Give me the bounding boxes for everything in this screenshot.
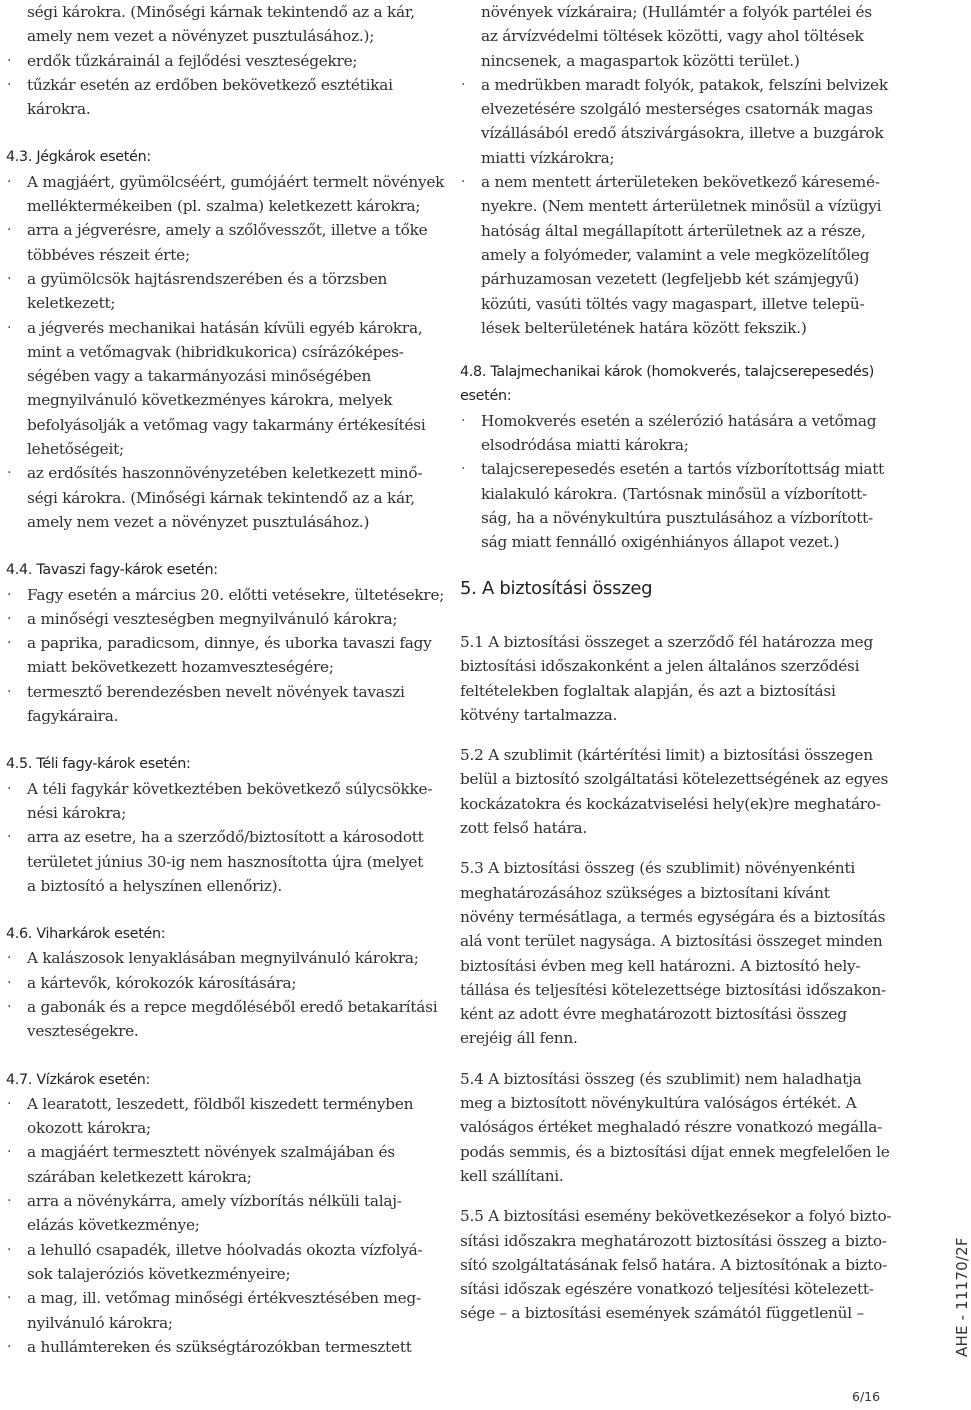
paragraph-line: kell szállítani. bbox=[460, 1166, 564, 1185]
paragraph-gap bbox=[6, 534, 436, 558]
continuation-line: kialakuló károkra. (Tartósnak minősül a vízborított- bbox=[481, 484, 867, 503]
bullet-line: · erdők tűzkárainál a fejlődési veszteségekre; bbox=[6, 49, 436, 73]
paragraph-line: valóságos értéket meghaladó részre vonatkozó megálla- bbox=[460, 1118, 883, 1137]
bullet-line: · A kalászosok lenyaklásában megnyilvánuló károkra; bbox=[6, 946, 436, 970]
paragraph-line: kockázatokra és kockázatviselési hely(ek)re meghatáro- bbox=[460, 794, 881, 813]
continuation-line: sok talajeróziós következményeire; bbox=[27, 1264, 291, 1283]
continuation-line: elázás következménye; bbox=[27, 1216, 200, 1235]
continuation-line: elvezetésére szolgáló mesterséges csatornák magas bbox=[481, 100, 873, 119]
paragraph-gap bbox=[6, 898, 436, 922]
paragraph-gap bbox=[460, 1051, 888, 1067]
continuation-line: párhuzamosan vezetett (legfeljebb két számjegyű) bbox=[481, 270, 860, 289]
bullet-line: · arra az esetre, ha a szerződő/biztosított a károsodott bbox=[6, 825, 436, 849]
continuation-line: ság miatt fennálló oxigénhiányos állapot vezet.) bbox=[481, 533, 840, 552]
paragraph-line: 5.1 A biztosítási összeget a szerződő fél határozza meg bbox=[460, 633, 874, 651]
right-column-bottom bbox=[460, 630, 892, 1326]
bullet-line: · termesztő berendezésben nevelt növények tavaszi bbox=[6, 680, 436, 704]
bullet-line: · a medrükben maradt folyók, patakok, felszíni belvizek bbox=[460, 73, 888, 97]
bullet-line: · a minőségi veszteségben megnyilvánuló károkra; bbox=[6, 607, 436, 631]
continuation-line: melléktermékeiben (pl. szalma) keletkezett károkra; bbox=[27, 197, 421, 216]
continuation-line: fagykáraira. bbox=[27, 707, 119, 726]
continuation-line: miatt bekövetkezett hozamveszteségére; bbox=[27, 658, 334, 677]
continuation-line: károkra. bbox=[27, 100, 91, 119]
bullet-line: · a mag, ill. vetőmag minőségi értékvesztésében meg- bbox=[6, 1286, 436, 1310]
continuation-line: nési károkra; bbox=[27, 803, 127, 822]
paragraph-gap bbox=[460, 727, 888, 743]
paragraph-line: meghatározásához szükséges a biztosítani kívánt bbox=[460, 883, 830, 902]
paragraph-line: 5.4 A biztosítási összeg (és szublimit) nem haladhatja bbox=[460, 1069, 862, 1088]
continuation-line: megnyilvánuló következményes károkra, melyek bbox=[27, 391, 393, 410]
continuation-line: szárában keletkezett károkra; bbox=[27, 1167, 252, 1186]
paragraph-gap bbox=[460, 840, 888, 856]
continuation-line: mint a vetőmagvak (hibridkukorica) csírázóképes- bbox=[27, 342, 404, 361]
continuation-line: többéves részeit érte; bbox=[27, 245, 190, 264]
bullet-line: · A learatott, leszedett, földből kiszedett terményben bbox=[6, 1092, 436, 1116]
paragraph-line: belül a biztosító szolgáltatási kötelezettségének az egyes bbox=[460, 770, 889, 789]
bullet-line: · A magjáért, gyümölcséért, gumójáért termelt növények bbox=[6, 170, 436, 194]
bullet-line: · a magjáért termesztett növények szalmájában és bbox=[6, 1140, 436, 1164]
bullet-line: · arra a jégverésre, amely a szőlővesszőt, illetve a tőke bbox=[6, 218, 436, 242]
continuation-line: az árvízvédelmi töltések közötti, vagy ahol töltések bbox=[481, 27, 864, 46]
paragraph-gap bbox=[6, 121, 436, 145]
subsection-heading: 4.3. Jégkárok esetén: bbox=[6, 149, 151, 166]
paragraph-line: biztosítási évben meg kell határozni. A biztosító hely- bbox=[460, 956, 861, 975]
paragraph-gap bbox=[460, 1188, 888, 1204]
paragraph-line: zott felső határa. bbox=[460, 819, 587, 838]
subsection-heading: esetén: bbox=[460, 388, 512, 405]
paragraph-line: sító szolgáltatásának felső határa. A biztosítónak a bizto- bbox=[460, 1255, 888, 1274]
page-number: 6/16 bbox=[852, 1389, 881, 1404]
bullet-line: · a nem mentett árterületeken bekövetkező káresemé- bbox=[460, 170, 888, 194]
paragraph-line: kötvény tartalmazza. bbox=[460, 705, 618, 724]
continuation-line: okozott károkra; bbox=[27, 1119, 151, 1138]
paragraph-line: podás semmis, és a biztosítási díjat ennek megfelelően le bbox=[460, 1142, 890, 1161]
bullet-line: · a gyümölcsök hajtásrendszerében és a törzsben bbox=[6, 267, 436, 291]
subsection-heading: 4.5. Téli fagy-károk esetén: bbox=[6, 756, 191, 773]
continuation-line: ság, ha a növénykultúra pusztulásához a vízborított- bbox=[481, 508, 873, 527]
paragraph-line: alá vont terület nagysága. A biztosítási összeget minden bbox=[460, 932, 883, 951]
paragraph-gap bbox=[6, 1044, 436, 1068]
paragraph-line: 5.2 A szublimit (kártérítési limit) a biztosítási összegen bbox=[460, 746, 873, 765]
paragraph-line: tállása és teljesítési kötelezettsége biztosítási időszakon- bbox=[460, 980, 886, 999]
bullet-line: · a hullámtereken és szükségtározókban termesztett bbox=[6, 1335, 436, 1359]
paragraph-line: erejéig áll fenn. bbox=[460, 1029, 578, 1048]
bullet-line: · az erdősítés haszonnövényzetében keletkezett minő- bbox=[6, 461, 436, 485]
paragraph-line: biztosítási időszakonként a jelen általános szerződési bbox=[460, 657, 860, 676]
paragraph-line: ként az adott évre meghatározott biztosítási összeg bbox=[460, 1005, 847, 1024]
paragraph-line: 5.5 A biztosítási esemény bekövetkezésekor a folyó bizto- bbox=[460, 1207, 892, 1226]
bullet-line: · a jégverés mechanikai hatásán kívüli egyéb károkra, bbox=[6, 316, 436, 340]
continuation-line: amely a folyómeder, valamint a vele megközelítőleg bbox=[481, 245, 870, 264]
right-column-top bbox=[460, 0, 888, 555]
continuation-line: befolyásolják a vetőmag vagy takarmány értékesítési bbox=[27, 415, 426, 434]
bullet-line: · a paprika, paradicsom, dinnye, és uborka tavaszi fagy bbox=[6, 631, 436, 655]
continuation-line: ségében vagy a takarmányozási minőségében bbox=[27, 367, 372, 386]
continuation-line: ségi károkra. (Minőségi kárnak tekintendő az a kár, bbox=[27, 3, 415, 21]
bullet-line: · Homokverés esetén a szélerózió hatására a vetőmag bbox=[460, 409, 888, 433]
continuation-line: lehetőségeit; bbox=[27, 440, 124, 459]
continuation-line: miatti vízkárokra; bbox=[481, 148, 615, 167]
paragraph-line: sége – a biztosítási események számától függetlenül – bbox=[460, 1304, 864, 1323]
continuation-line: közúti, vasúti töltés vagy magaspart, illetve telepü- bbox=[481, 294, 865, 313]
continuation-line: veszteségekre. bbox=[27, 1022, 139, 1041]
continuation-line: hatóság által megállapított árterületnek az a része, bbox=[481, 221, 866, 240]
bullet-line: · a lehulló csapadék, illetve hóolvadás okozta vízfolyá- bbox=[6, 1238, 436, 1262]
continuation-line: területet június 30-ig nem hasznosította újra (melyet bbox=[27, 852, 424, 871]
continuation-line: lések belterületének határa között fekszik.) bbox=[481, 318, 807, 337]
document-code: AHE - 11170/2F bbox=[953, 1237, 971, 1357]
paragraph-gap bbox=[460, 340, 888, 360]
paragraph-gap bbox=[6, 728, 436, 752]
continuation-line: ségi károkra. (Minőségi kárnak tekintendő az a kár, bbox=[27, 488, 415, 507]
right-column bbox=[460, 0, 888, 555]
continuation-line: vízállásából eredő átszivárgásokra, illetve a buzgárok bbox=[481, 124, 884, 143]
subsection-heading: 4.7. Vízkárok esetén: bbox=[6, 1071, 151, 1088]
continuation-line: nincsenek, a magaspartok közötti terület.) bbox=[481, 51, 800, 70]
left-column bbox=[6, 0, 445, 1359]
bullet-line: · A téli fagykár következtében bekövetkező súlycsökke- bbox=[6, 777, 436, 801]
continuation-line: elsodródása miatti károkra; bbox=[481, 436, 689, 455]
subsection-heading: 4.6. Viharkárok esetén: bbox=[6, 926, 166, 943]
continuation-line: keletkezett; bbox=[27, 294, 116, 313]
paragraph-line: növény termésátlaga, a termés egységára és a biztosítás bbox=[460, 907, 886, 926]
bullet-line: · a gabonák és a repce megdőléséből eredő betakarítási bbox=[6, 995, 436, 1019]
continuation-line: nyilvánuló károkra; bbox=[27, 1313, 173, 1332]
continuation-line: nyekre. (Nem mentett árterületnek minősül a vízügyi bbox=[481, 197, 882, 216]
paragraph-line: meg a biztosított növénykultúra valóságos értékét. A bbox=[460, 1094, 857, 1113]
section-title: 5. A biztosítási összeg bbox=[460, 578, 653, 599]
bullet-line: · a kártevők, kórokozók károsítására; bbox=[6, 971, 436, 995]
continuation-line: amely nem vezet a növényzet pusztulásához.) bbox=[27, 512, 370, 531]
bullet-line: · arra a növénykárra, amely vízborítás nélküli talaj- bbox=[6, 1189, 436, 1213]
bullet-line: · tűzkár esetén az erdőben bekövetkező esztétikai bbox=[6, 73, 436, 97]
bullet-line: · Fagy esetén a március 20. előtti vetésekre, ültetésekre; bbox=[6, 583, 436, 607]
subsection-heading: 4.4. Tavaszi fagy-károk esetén: bbox=[6, 562, 218, 579]
bullet-line: · talajcserepesedés esetén a tartós vízborítottság miatt bbox=[460, 457, 888, 481]
paragraph-line: 5.3 A biztosítási összeg (és szublimit) növényenkénti bbox=[460, 859, 856, 878]
paragraph-line: sítási időszakra meghatározott biztosítási összeg a bizto- bbox=[460, 1231, 887, 1250]
continuation-line: növények vízkáraira; (Hullámtér a folyók partélei és bbox=[481, 3, 872, 21]
subsection-heading: 4.8. Talajmechanikai károk (homokverés, talajcserepesedés) bbox=[460, 364, 874, 381]
continuation-line: amely nem vezet a növényzet pusztulásához.); bbox=[27, 27, 375, 46]
paragraph-line: feltételekben foglaltak alapján, és azt a biztosítási bbox=[460, 681, 836, 700]
paragraph-line: sítási időszak egészére vonatkozó teljesítési kötelezett- bbox=[460, 1280, 874, 1299]
continuation-line: a biztosító a helyszínen ellenőriz). bbox=[27, 876, 282, 895]
